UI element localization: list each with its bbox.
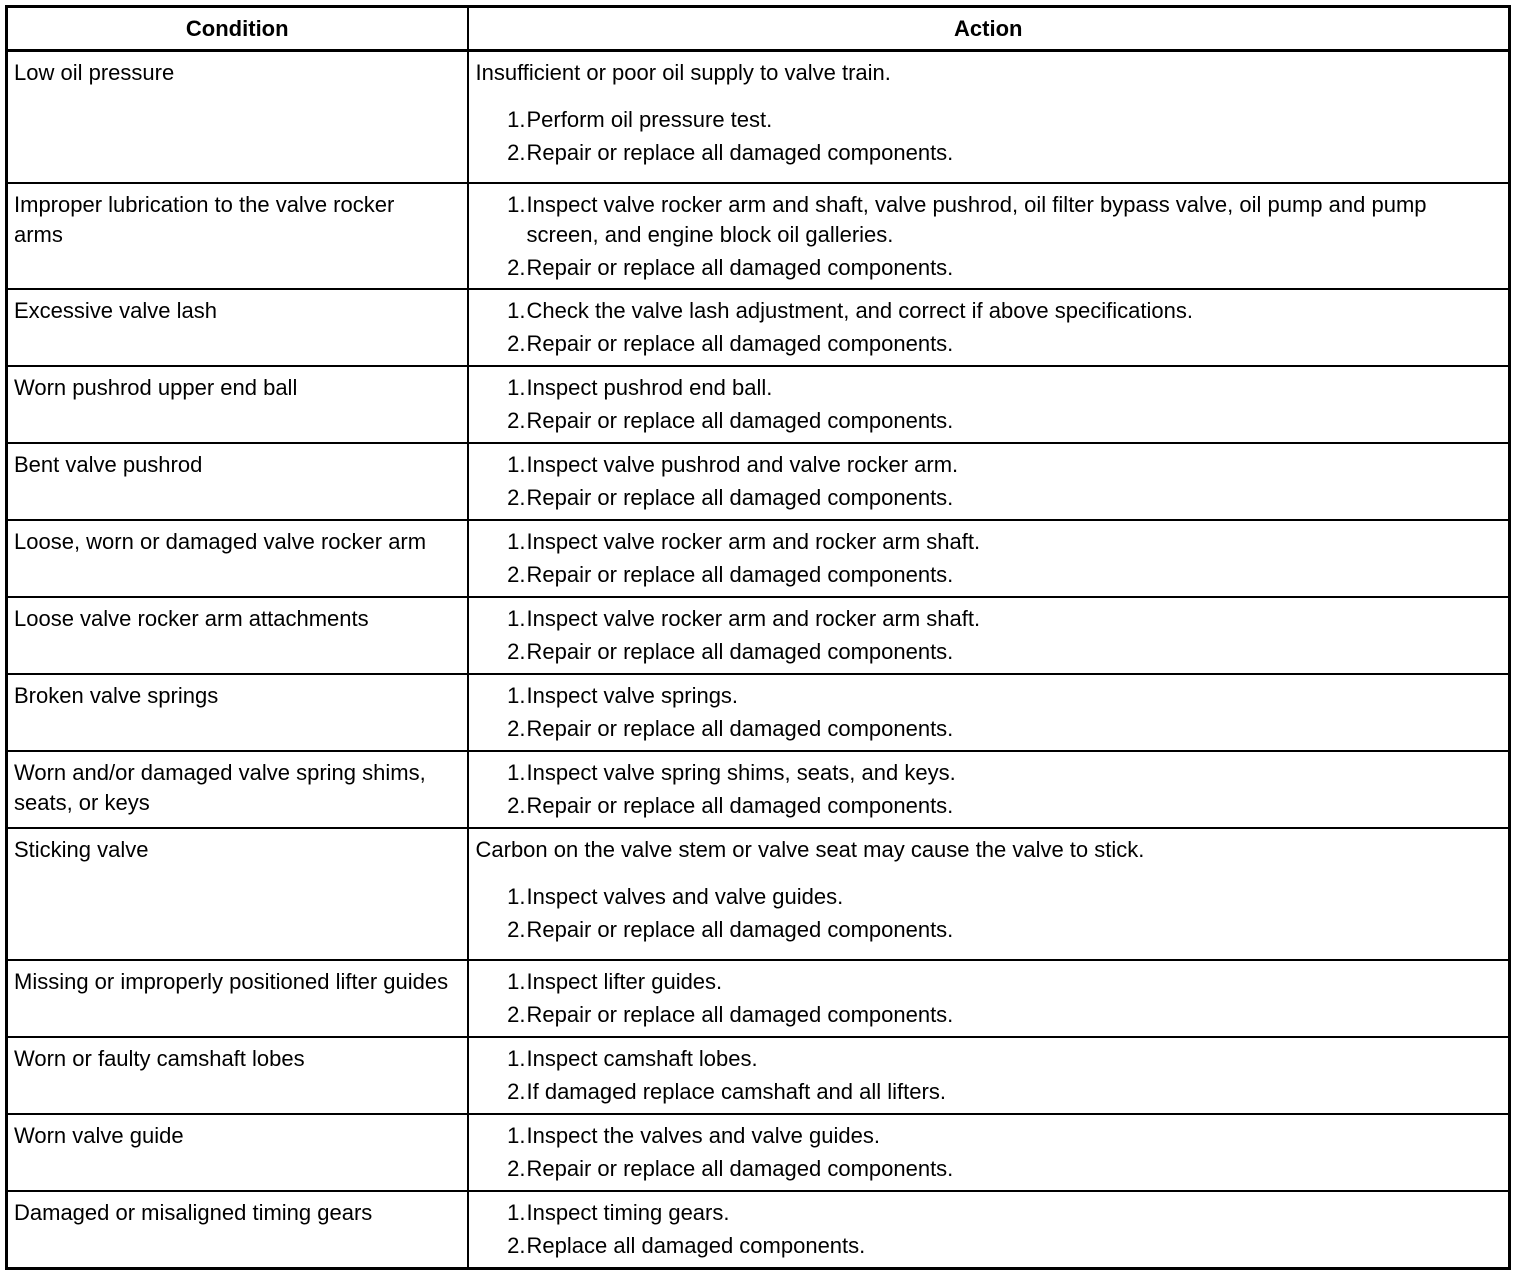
step-number: 2. <box>507 331 526 356</box>
step-number: 1. <box>507 452 526 477</box>
step-number: 2. <box>507 716 526 741</box>
step-text: Repair or replace all damaged components. <box>526 1156 954 1181</box>
table-row <box>7 183 1510 289</box>
step-number: 2. <box>507 917 526 942</box>
condition-cell: Loose valve rocker arm attachments <box>7 597 468 674</box>
table-row <box>7 51 1510 184</box>
condition-cell: Loose, worn or damaged valve rocker arm <box>7 520 468 597</box>
action-cell <box>468 289 1510 366</box>
step-text: Repair or replace all damaged components. <box>526 408 954 433</box>
action-step <box>476 1198 1489 1228</box>
table-row <box>7 1191 1510 1269</box>
action-cell <box>468 183 1510 289</box>
step-number: 1. <box>507 884 526 909</box>
step-number: 2. <box>507 562 526 587</box>
action-step <box>476 450 1489 480</box>
action-steps-list <box>476 882 1489 945</box>
action-steps-list <box>476 527 1489 590</box>
action-step <box>476 1154 1489 1184</box>
action-step <box>476 915 1489 945</box>
action-cell <box>468 520 1510 597</box>
action-step <box>476 296 1489 326</box>
step-number: 1. <box>507 107 526 132</box>
action-steps-list <box>476 296 1489 359</box>
step-number: 2. <box>507 1156 526 1181</box>
action-step <box>476 406 1489 436</box>
step-number: 1. <box>507 683 526 708</box>
step-text: Perform oil pressure test. <box>526 107 773 132</box>
action-step <box>476 138 1489 168</box>
condition-cell: Worn and/or damaged valve spring shims, seats, or keys <box>7 751 468 828</box>
condition-cell: Low oil pressure <box>7 51 468 184</box>
step-text: Repair or replace all damaged components. <box>526 917 954 942</box>
diagnostic-table <box>5 5 1511 1270</box>
action-steps-list <box>476 450 1489 513</box>
action-steps-list <box>476 1121 1489 1184</box>
table-row <box>7 960 1510 1037</box>
action-step <box>476 1121 1489 1151</box>
step-text: Inspect the valves and valve guides. <box>526 1123 880 1148</box>
diagnostic-table-sheet <box>5 5 1508 1258</box>
step-text: Inspect valve spring shims, seats, and keys. <box>526 760 956 785</box>
condition-cell: Damaged or misaligned timing gears <box>7 1191 468 1269</box>
action-note: Insufficient or poor oil supply to valve train. <box>475 60 891 85</box>
step-number: 1. <box>507 192 526 217</box>
step-text: Repair or replace all damaged components. <box>526 1002 954 1027</box>
action-steps-list <box>476 681 1489 744</box>
action-step <box>476 637 1489 667</box>
table-row <box>7 674 1510 751</box>
step-text: Repair or replace all damaged components. <box>526 562 954 587</box>
step-text: Inspect valve springs. <box>526 683 739 708</box>
step-number: 1. <box>507 1123 526 1148</box>
action-step <box>476 560 1489 590</box>
step-text: Inspect valve rocker arm and rocker arm shaft. <box>526 606 981 631</box>
step-text: Inspect valves and valve guides. <box>526 884 844 909</box>
step-number: 1. <box>507 606 526 631</box>
action-steps-list <box>476 758 1489 821</box>
step-text: Repair or replace all damaged components. <box>526 639 954 664</box>
action-step <box>476 483 1489 513</box>
action-step <box>476 190 1489 250</box>
step-number: 1. <box>507 529 526 554</box>
step-text: Repair or replace all damaged components. <box>526 716 954 741</box>
step-number: 2. <box>507 793 526 818</box>
condition-cell: Sticking valve <box>7 828 468 960</box>
condition-cell: Improper lubrication to the valve rocker arms <box>7 183 468 289</box>
condition-cell: Broken valve springs <box>7 674 468 751</box>
table-row <box>7 1037 1510 1114</box>
table-row <box>7 443 1510 520</box>
condition-cell: Excessive valve lash <box>7 289 468 366</box>
table-body <box>7 51 1510 1269</box>
step-number: 1. <box>507 1046 526 1071</box>
step-text: Repair or replace all damaged components. <box>526 255 954 280</box>
action-step <box>476 758 1489 788</box>
step-number: 2. <box>507 255 526 280</box>
step-text: Inspect pushrod end ball. <box>526 375 773 400</box>
action-step <box>476 1231 1489 1261</box>
step-text: Inspect timing gears. <box>526 1200 730 1225</box>
step-text: If damaged replace camshaft and all lifters. <box>526 1079 946 1104</box>
step-number: 2. <box>507 408 526 433</box>
step-number: 1. <box>507 760 526 785</box>
step-number: 2. <box>507 140 526 165</box>
step-number: 1. <box>507 969 526 994</box>
action-step <box>476 253 1489 283</box>
step-text: Check the valve lash adjustment, and correct if above specifications. <box>526 298 1193 323</box>
table-row <box>7 1114 1510 1191</box>
step-text: Repair or replace all damaged components. <box>526 793 954 818</box>
action-cell <box>468 51 1510 184</box>
action-cell <box>468 1037 1510 1114</box>
action-step <box>476 329 1489 359</box>
action-step <box>476 1000 1489 1030</box>
action-note: Carbon on the valve stem or valve seat may cause the valve to stick. <box>475 837 1145 862</box>
step-text: Repair or replace all damaged components. <box>526 331 954 356</box>
step-number: 1. <box>507 298 526 323</box>
step-number: 1. <box>507 1200 526 1225</box>
action-step <box>476 791 1489 821</box>
step-number: 2. <box>507 1233 526 1258</box>
step-text: Inspect camshaft lobes. <box>526 1046 758 1071</box>
action-cell <box>468 1191 1510 1269</box>
step-number: 2. <box>507 639 526 664</box>
action-steps-list <box>476 1198 1489 1261</box>
action-cell <box>468 828 1510 960</box>
table-row <box>7 828 1510 960</box>
action-steps-list <box>476 373 1489 436</box>
step-text: Repair or replace all damaged components. <box>526 140 954 165</box>
step-number: 2. <box>507 485 526 510</box>
table-header-row <box>7 7 1510 51</box>
action-cell <box>468 751 1510 828</box>
condition-cell: Missing or improperly positioned lifter guides <box>7 960 468 1037</box>
step-number: 1. <box>507 375 526 400</box>
condition-column-header: Condition <box>7 7 468 51</box>
step-text: Inspect valve rocker arm and shaft, valve pushrod, oil filter bypass valve, oil pump and pump screen, and engine block oil galleries. <box>526 192 1427 247</box>
action-step <box>476 105 1489 135</box>
action-step <box>476 604 1489 634</box>
step-text: Inspect valve pushrod and valve rocker arm. <box>526 452 959 477</box>
action-steps-list <box>476 604 1489 667</box>
table-row <box>7 366 1510 443</box>
action-step <box>476 1044 1489 1074</box>
action-steps-list <box>476 190 1489 283</box>
table-row <box>7 289 1510 366</box>
table-row <box>7 520 1510 597</box>
action-column-header: Action <box>468 7 1510 51</box>
condition-cell: Worn or faulty camshaft lobes <box>7 1037 468 1114</box>
table-row <box>7 751 1510 828</box>
action-cell <box>468 1114 1510 1191</box>
table-row <box>7 597 1510 674</box>
step-text: Repair or replace all damaged components. <box>526 485 954 510</box>
condition-cell: Worn valve guide <box>7 1114 468 1191</box>
step-number: 2. <box>507 1002 526 1027</box>
condition-cell: Worn pushrod upper end ball <box>7 366 468 443</box>
action-steps-list <box>476 967 1489 1030</box>
action-cell <box>468 960 1510 1037</box>
action-cell <box>468 597 1510 674</box>
action-step <box>476 882 1489 912</box>
action-steps-list <box>476 1044 1489 1107</box>
step-text: Inspect valve rocker arm and rocker arm shaft. <box>526 529 981 554</box>
action-step <box>476 373 1489 403</box>
action-cell <box>468 366 1510 443</box>
step-number: 2. <box>507 1079 526 1104</box>
action-steps-list <box>476 105 1489 168</box>
action-step <box>476 967 1489 997</box>
action-cell <box>468 674 1510 751</box>
action-step <box>476 681 1489 711</box>
step-text: Replace all damaged components. <box>526 1233 866 1258</box>
action-step <box>476 1077 1489 1107</box>
action-step <box>476 527 1489 557</box>
action-cell <box>468 443 1510 520</box>
action-step <box>476 714 1489 744</box>
condition-cell: Bent valve pushrod <box>7 443 468 520</box>
step-text: Inspect lifter guides. <box>526 969 723 994</box>
